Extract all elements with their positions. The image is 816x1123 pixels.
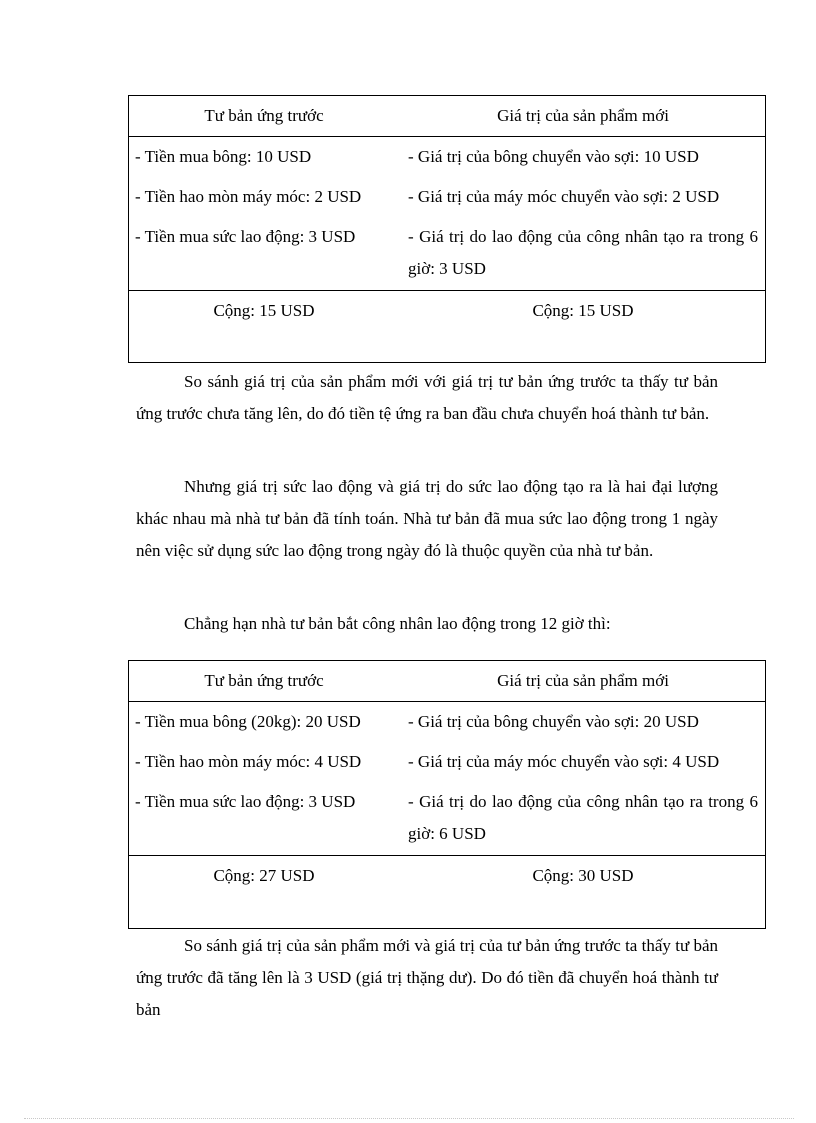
table-header-row xyxy=(128,661,766,702)
total-advanced-capital: Cộng: 15 USD xyxy=(128,291,400,332)
table-cell: - Giá trị của bông chuyển vào sợi: 20 USD xyxy=(408,712,699,731)
paragraph-labor-power: Nhưng giá trị sức lao động và giá trị do sức lao động tạo ra là hai đại lượng khác nhau mà nhà tư bản đã tính toán. Nhà tư bản đã mua sức lao động trong 1 ngày nên việc sử dụng sức lao động trong ngày đó là thuộc quyền của nhà tư bản. xyxy=(136,477,718,560)
table-row xyxy=(128,702,766,743)
table-cell: - Tiền hao mòn máy móc: 2 USD xyxy=(135,187,362,206)
table-row xyxy=(128,782,766,856)
table-cell: - Giá trị do lao động của công nhân tạo ra trong 6 giờ: 3 USD xyxy=(408,227,758,278)
table-cell: - Giá trị của máy móc chuyển vào sợi: 2 USD xyxy=(408,187,720,206)
table-cell: - Tiền mua bông: 10 USD xyxy=(135,147,312,166)
table-row xyxy=(128,137,766,178)
total-advanced-capital: Cộng: 27 USD xyxy=(128,856,400,897)
table-2 xyxy=(128,661,766,896)
table-cell: - Giá trị do lao động của công nhân tạo ra trong 6 giờ: 6 USD xyxy=(408,792,758,843)
total-new-product-value: Cộng: 15 USD xyxy=(400,291,766,332)
column-header-advanced-capital: Tư bản ứng trước xyxy=(128,96,400,137)
column-header-advanced-capital: Tư bản ứng trước xyxy=(128,661,400,702)
table-1 xyxy=(128,96,766,331)
table-header-row xyxy=(128,96,766,137)
page-bottom-divider xyxy=(24,1118,794,1119)
table-row xyxy=(128,742,766,782)
paragraph-comparison-2: So sánh giá trị của sản phẩm mới và giá trị của tư bản ứng trước ta thấy tư bản ứng trước đã tăng lên là 3 USD (giá trị thặng dư). Do đó tiền đã chuyển hoá thành tư bản xyxy=(136,936,718,1019)
table-total-row xyxy=(128,856,766,897)
column-header-new-product-value: Giá trị của sản phẩm mới xyxy=(400,661,766,702)
table-row xyxy=(128,177,766,217)
table-cell: - Tiền mua bông (20kg): 20 USD xyxy=(135,712,361,731)
table-total-row xyxy=(128,291,766,332)
table-cell: - Tiền mua sức lao động: 3 USD xyxy=(135,792,356,811)
table-cell: - Tiền mua sức lao động: 3 USD xyxy=(135,227,356,246)
paragraph-example-intro: Chẳng hạn nhà tư bản bắt công nhân lao động trong 12 giờ thì: xyxy=(184,614,611,633)
total-new-product-value: Cộng: 30 USD xyxy=(400,856,766,897)
table-row xyxy=(128,217,766,291)
column-header-new-product-value: Giá trị của sản phẩm mới xyxy=(400,96,766,137)
table-cell: - Giá trị của bông chuyển vào sợi: 10 USD xyxy=(408,147,699,166)
paragraph-comparison-1: So sánh giá trị của sản phẩm mới với giá trị tư bản ứng trước ta thấy tư bản ứng trước chưa tăng lên, do đó tiền tệ ứng ra ban đầu chưa chuyển hoá thành tư bản. xyxy=(136,372,718,423)
table-cell: - Giá trị của máy móc chuyển vào sợi: 4 USD xyxy=(408,752,720,771)
table-cell: - Tiền hao mòn máy móc: 4 USD xyxy=(135,752,362,771)
